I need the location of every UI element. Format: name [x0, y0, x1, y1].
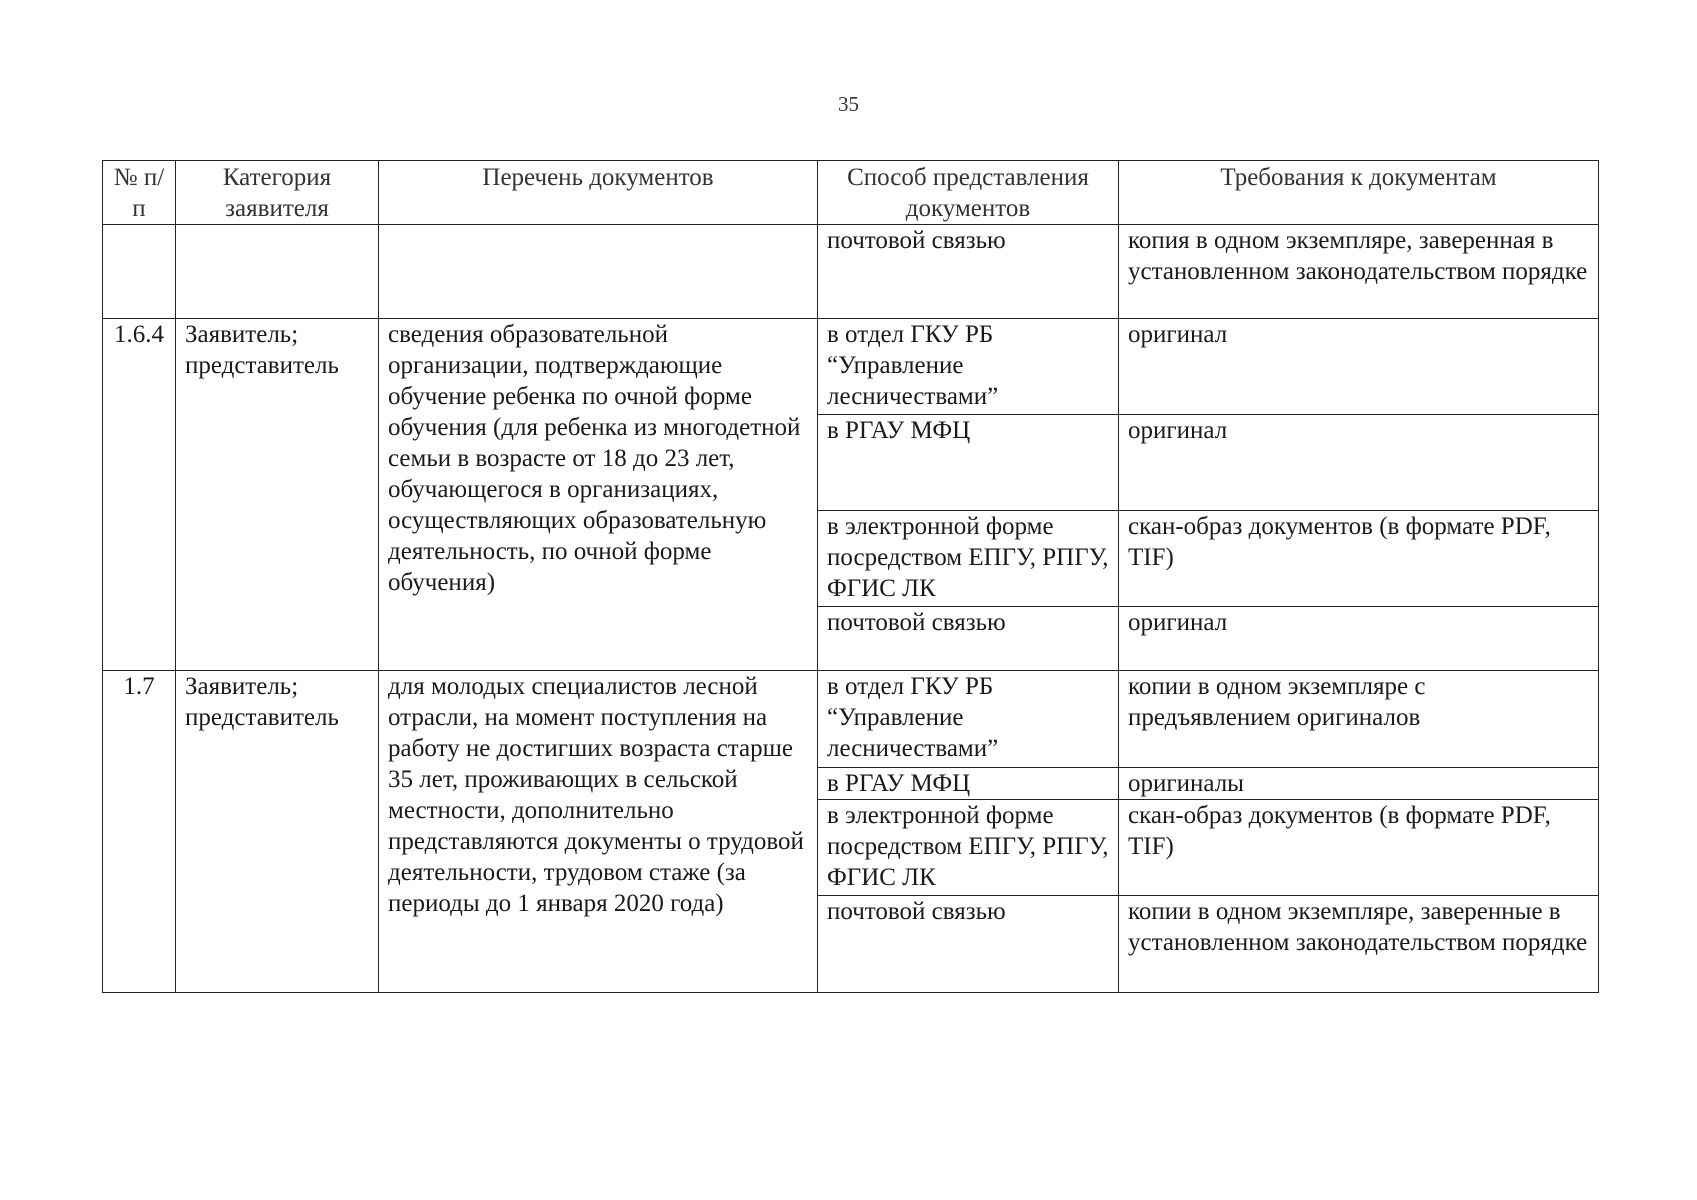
- num-cell: [103, 225, 176, 319]
- requirement-cell: оригинал: [1119, 607, 1599, 671]
- table-row: [103, 319, 1599, 415]
- requirement-cell: оригиналы: [1119, 768, 1599, 800]
- page-number: 35: [838, 92, 859, 116]
- method-cell: почтовой связью: [818, 225, 1119, 319]
- header-row: [103, 161, 1599, 225]
- requirement-cell: копии в одном экземпляре с предъявлением оригиналов: [1119, 671, 1599, 768]
- category-cell: Заявитель; представитель: [176, 671, 379, 993]
- method-cell: почтовой связью: [818, 896, 1119, 993]
- header-requirements: Требования к документам: [1119, 161, 1599, 225]
- requirement-cell: скан-образ документов (в формате PDF, TIF): [1119, 511, 1599, 607]
- method-cell: в электронной форме посредством ЕПГУ, РПГУ, ФГИС ЛК: [818, 800, 1119, 896]
- method-cell: почтовой связью: [818, 607, 1119, 671]
- method-cell: в отдел ГКУ РБ “Управление лесничествами”: [818, 671, 1119, 768]
- method-cell: в РГАУ МФЦ: [818, 768, 1119, 800]
- requirement-cell: скан-образ документов (в формате PDF, TIF): [1119, 800, 1599, 896]
- method-cell: в РГАУ МФЦ: [818, 415, 1119, 511]
- requirement-cell: оригинал: [1119, 319, 1599, 415]
- category-cell: Заявитель; представитель: [176, 319, 379, 671]
- header-category: Категория заявителя: [176, 161, 379, 225]
- method-cell: в отдел ГКУ РБ “Управление лесничествами”: [818, 319, 1119, 415]
- table-row: [103, 671, 1599, 768]
- documents-cell: [379, 225, 818, 319]
- num-cell: 1.6.4: [103, 319, 176, 671]
- requirement-cell: оригинал: [1119, 415, 1599, 511]
- header-method: Способ представления документов: [818, 161, 1119, 225]
- method-cell: в электронной форме посредством ЕПГУ, РПГУ, ФГИС ЛК: [818, 511, 1119, 607]
- table-row: [103, 225, 1599, 319]
- header-documents: Перечень документов: [379, 161, 818, 225]
- requirement-cell: копия в одном экземпляре, заверенная в установленном законодательством порядке: [1119, 225, 1599, 319]
- num-cell: 1.7: [103, 671, 176, 993]
- documents-table: [102, 160, 1599, 993]
- documents-cell: для молодых специалистов лесной отрасли, на момент поступления на работу не достигших возраста старше 35 лет, проживающих в сельской местности, дополнительно представляются документы о трудовой деятельности, трудовом стаже (за периоды до 1 января 2020 года): [379, 671, 818, 993]
- header-num: № п/п: [103, 161, 176, 225]
- documents-cell: сведения образовательной организации, подтверждающие обучение ребенка по очной форме обучения (для ребенка из многодетной семьи в возрасте от 18 до 23 лет, обучающегося в организациях, осуществляющих образовательную деятельность, по очной форме обучения): [379, 319, 818, 671]
- category-cell: [176, 225, 379, 319]
- requirement-cell: копии в одном экземпляре, заверенные в установленном законодательством порядке: [1119, 896, 1599, 993]
